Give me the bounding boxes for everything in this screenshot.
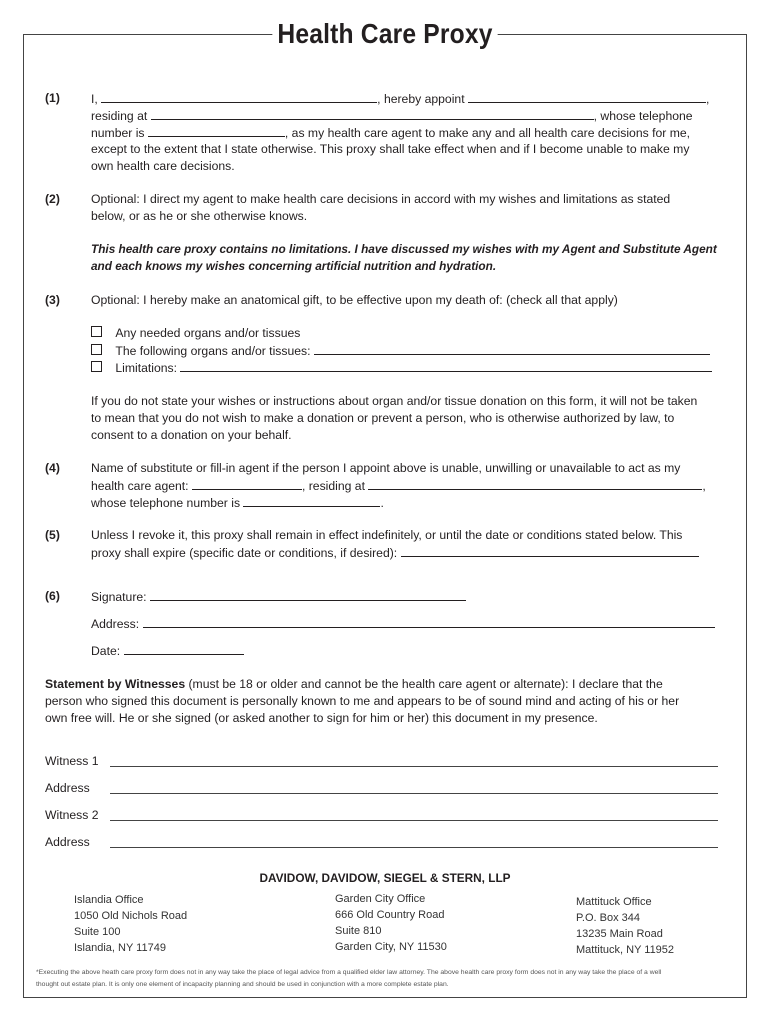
firm-name: DAVIDOW, DAVIDOW, SIEGEL & STERN, LLP xyxy=(259,871,511,885)
witness-2-address-label: Address xyxy=(45,835,90,849)
signature-row: Signature: xyxy=(91,588,466,606)
section-1-line-5: own health care decisions. xyxy=(91,159,235,173)
no-limitations-statement-2: and each knows my wishes concerning artificial nutrition and hydration. xyxy=(91,259,497,273)
witness-2-field[interactable] xyxy=(110,820,718,821)
witness-statement-line-1: Statement by Witnesses (must be 18 or older and cannot be the health care agent or alternate): I declare that the xyxy=(45,677,663,691)
agent-phone-field[interactable] xyxy=(148,124,285,137)
section-3-note-2: to mean that you do not wish to make a donation or prevent a person, who is otherwise authorized by law, to xyxy=(91,411,675,425)
date-row: Date: xyxy=(91,642,244,660)
date-field[interactable] xyxy=(124,642,244,655)
footnote-line-2: thought out estate plan. It is only one element of incapacity planning and should be used in conjunction with a more complete estate plan. xyxy=(36,981,449,988)
signer-address-field[interactable] xyxy=(143,615,715,628)
office-mattituck: Mattituck Office P.O. Box 344 13235 Main Road Mattituck, NY 11952 xyxy=(576,896,675,956)
witness-2-label: Witness 2 xyxy=(45,808,99,822)
section-2-line-2: below, or as he or she otherwise knows. xyxy=(91,209,308,223)
page-title: Health Care Proxy xyxy=(46,18,724,50)
section-1-line-1: I, , hereby appoint , xyxy=(91,92,710,106)
any-organs-checkbox[interactable] xyxy=(91,326,102,337)
section-3-line-1: Optional: I hereby make an anatomical gift, to be effective upon my death of: (check all that apply) xyxy=(91,293,618,307)
witness-1-field[interactable] xyxy=(110,766,718,767)
section-4-line-2: health care agent: , residing at , xyxy=(91,479,706,493)
section-1-line-4: except to the extent that I state otherwise. This proxy shall take effect when and if I become unable to make my xyxy=(91,142,690,156)
witness-1-address-field[interactable] xyxy=(110,793,718,794)
witness-2-address-field[interactable] xyxy=(110,847,718,848)
witness-1-label: Witness 1 xyxy=(45,754,99,768)
section-1-number: (1) xyxy=(45,91,60,105)
section-3-number: (3) xyxy=(45,293,60,307)
no-limitations-statement-1: This health care proxy contains no limitations. I have discussed my wishes with my Agent and Substitute Agent xyxy=(91,242,717,256)
witness-statement-line-3: own free will. He or she signed (or asked another to sign for him or her) this document in my presence. xyxy=(45,711,598,725)
section-2-line-1: Optional: I direct my agent to make health care decisions in accord with my wishes and limitations as stated xyxy=(91,192,671,206)
limitations-field[interactable] xyxy=(180,359,712,372)
section-1-line-2: residing at , whose telephone xyxy=(91,109,693,123)
witness-statement-heading: Statement by Witnesses xyxy=(45,677,186,691)
section-4-number: (4) xyxy=(45,461,60,475)
section-2-number: (2) xyxy=(45,192,60,206)
section-4-line-3: whose telephone number is . xyxy=(91,496,384,510)
section-3-note-1: If you do not state your wishes or instructions about organ and/or tissue donation on this form, it will not be taken xyxy=(91,394,698,408)
expiration-field[interactable] xyxy=(401,544,699,557)
section-4-line-1: Name of substitute or fill-in agent if the person I appoint above is unable, unwilling or unavailable to act as my xyxy=(91,461,681,475)
office-islandia: Islandia Office 1050 Old Nichols Road Suite 100 Islandia, NY 11749 xyxy=(74,894,188,954)
section-5-line-1: Unless I revoke it, this proxy shall remain in effect indefinitely, or until the date or conditions stated below. This xyxy=(91,528,683,542)
witness-statement-line-2: person who signed this document is personally known to me and appears to be of sound mind and acting of his or her xyxy=(45,694,680,708)
section-1-line-3: number is , as my health care agent to make any and all health care decisions for me, xyxy=(91,126,691,140)
substitute-agent-address-field[interactable] xyxy=(368,477,702,490)
agent-name-field[interactable] xyxy=(468,90,706,103)
agent-address-field[interactable] xyxy=(151,107,594,120)
option-limitations: Limitations: xyxy=(91,359,712,377)
substitute-agent-name-field[interactable] xyxy=(192,477,302,490)
form-border xyxy=(23,34,747,998)
section-6-number: (6) xyxy=(45,589,60,603)
option-any-organs: Any needed organs and/or tissues xyxy=(91,325,300,342)
witness-1-address-label: Address xyxy=(45,781,90,795)
section-5-line-2: proxy shall expire (specific date or conditions, if desired): xyxy=(91,544,699,562)
signature-field[interactable] xyxy=(150,588,466,601)
principal-name-field[interactable] xyxy=(101,90,377,103)
option-following-organs: The following organs and/or tissues: xyxy=(91,342,710,360)
organs-list-field[interactable] xyxy=(314,342,710,355)
section-3-note-3: consent to a donation on your behalf. xyxy=(91,428,292,442)
address-row: Address: xyxy=(91,615,715,633)
limitations-checkbox[interactable] xyxy=(91,361,102,372)
section-5-number: (5) xyxy=(45,528,60,542)
following-organs-checkbox[interactable] xyxy=(91,344,102,355)
substitute-agent-phone-field[interactable] xyxy=(243,494,380,507)
footnote-line-1: *Executing the above heath care proxy form does not in any way take the place of legal advice from a qualified elder law attorney. The above health care proxy form does not in any way take the place of a well xyxy=(36,969,662,976)
office-garden-city: Garden City Office 666 Old Country Road Suite 810 Garden City, NY 11530 xyxy=(335,893,447,953)
